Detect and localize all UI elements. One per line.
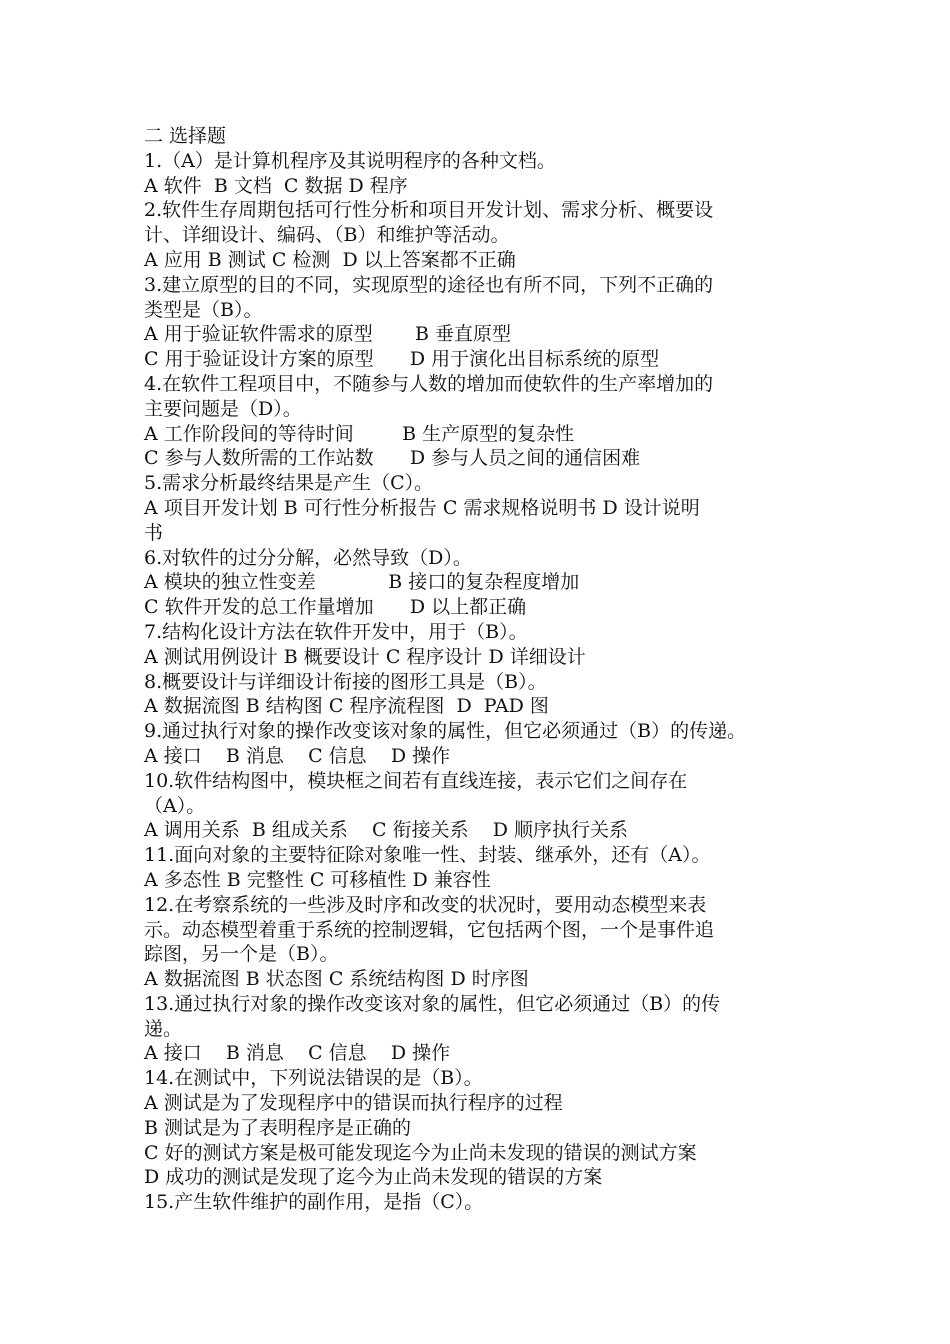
text-line: A 项目开发计划 B 可行性分析报告 C 需求规格说明书 D 设计说明 bbox=[144, 496, 700, 519]
text-line: 1.（A）是计算机程序及其说明程序的各种文档。 bbox=[144, 149, 556, 172]
text-line: C 软件开发的总工作量增加 D 以上都正确 bbox=[144, 596, 527, 619]
text-line: 3.建立原型的目的不同，实现原型的途径也有所不同，下列不正确的 bbox=[144, 273, 714, 296]
text-line: 类型是（B）。 bbox=[144, 298, 263, 321]
text-line: 13.通过执行对象的操作改变该对象的属性，但它必须通过（B）的传 bbox=[144, 992, 721, 1015]
text-line: 5.需求分析最终结果是产生（C）。 bbox=[144, 472, 434, 495]
text-line: C 参与人数所需的工作站数 D 参与人员之间的通信困难 bbox=[144, 447, 641, 470]
text-line: C 用于验证设计方案的原型 D 用于演化出目标系统的原型 bbox=[144, 348, 660, 371]
text-line: 9.通过执行对象的操作改变该对象的属性，但它必须通过（B）的传递。 bbox=[144, 720, 747, 743]
text-line: 示。动态模型着重于系统的控制逻辑，它包括两个图，一个是事件追 bbox=[144, 918, 715, 941]
text-line: 8.概要设计与详细设计衔接的图形工具是（B）。 bbox=[144, 670, 547, 693]
text-line: 10.软件结构图中，模块框之间若有直线连接，表示它们之间存在 bbox=[144, 769, 688, 792]
text-line: B 测试是为了表明程序是正确的 bbox=[144, 1116, 412, 1139]
text-line: 二 选择题 bbox=[144, 125, 227, 147]
text-line: A 模块的独立性变差 B 接口的复杂程度增加 bbox=[144, 571, 580, 594]
text-line: A 测试用例设计 B 概要设计 C 程序设计 D 详细设计 bbox=[144, 645, 586, 668]
text-line: 踪图，另一个是（B）。 bbox=[144, 943, 339, 966]
text-line: 2.软件生存周期包括可行性分析和项目开发计划、需求分析、概要设 bbox=[144, 199, 714, 222]
text-line: 12.在考察系统的一些涉及时序和改变的状况时，要用动态模型来表 bbox=[144, 893, 707, 916]
text-line: A 多态性 B 完整性 C 可移植性 D 兼容性 bbox=[144, 868, 491, 891]
text-line: A 工作阶段间的等待时间 B 生产原型的复杂性 bbox=[144, 422, 575, 445]
text-line: A 调用关系 B 组成关系 C 衔接关系 D 顺序执行关系 bbox=[144, 819, 629, 842]
text-line: 书 bbox=[144, 521, 164, 544]
text-line: A 软件 B 文档 C 数据 D 程序 bbox=[144, 174, 408, 197]
text-line: 计、详细设计、编码、（B）和维护等活动。 bbox=[144, 224, 510, 247]
text-line: 递。 bbox=[144, 1017, 183, 1040]
text-line: A 应用 B 测试 C 检测 D 以上答案都不正确 bbox=[144, 248, 516, 271]
text-line: （A）。 bbox=[144, 794, 206, 817]
text-line: 主要问题是（D）。 bbox=[144, 397, 302, 420]
text-line: A 数据流图 B 结构图 C 程序流程图 D PAD 图 bbox=[144, 695, 549, 718]
text-line: A 接口 B 消息 C 信息 D 操作 bbox=[144, 744, 451, 767]
text-line: 6.对软件的过分分解，必然导致（D）。 bbox=[144, 546, 472, 569]
text-line: 11.面向对象的主要特征除对象唯一性、封装、继承外，还有（A）。 bbox=[144, 844, 711, 867]
text-line: A 测试是为了发现程序中的错误而执行程序的过程 bbox=[144, 1092, 563, 1115]
text-line: 4.在软件工程项目中，不随参与人数的增加而使软件的生产率增加的 bbox=[144, 372, 714, 395]
text-line: D 成功的测试是发现了迄今为止尚未发现的错误的方案 bbox=[144, 1166, 603, 1189]
text-line: A 数据流图 B 状态图 C 系统结构图 D 时序图 bbox=[144, 968, 529, 991]
text-line: A 用于验证软件需求的原型 B 垂直原型 bbox=[144, 323, 512, 346]
text-line: 14.在测试中，下列说法错误的是（B）。 bbox=[144, 1067, 483, 1090]
text-line: A 接口 B 消息 C 信息 D 操作 bbox=[144, 1042, 451, 1065]
text-line: 7.结构化设计方法在软件开发中，用于（B）。 bbox=[144, 620, 528, 643]
text-line: 15.产生软件维护的副作用，是指（C）。 bbox=[144, 1191, 484, 1214]
document-body bbox=[144, 124, 824, 1215]
text-line: C 好的测试方案是极可能发现迄今为止尚未发现的错误的测试方案 bbox=[144, 1141, 697, 1164]
